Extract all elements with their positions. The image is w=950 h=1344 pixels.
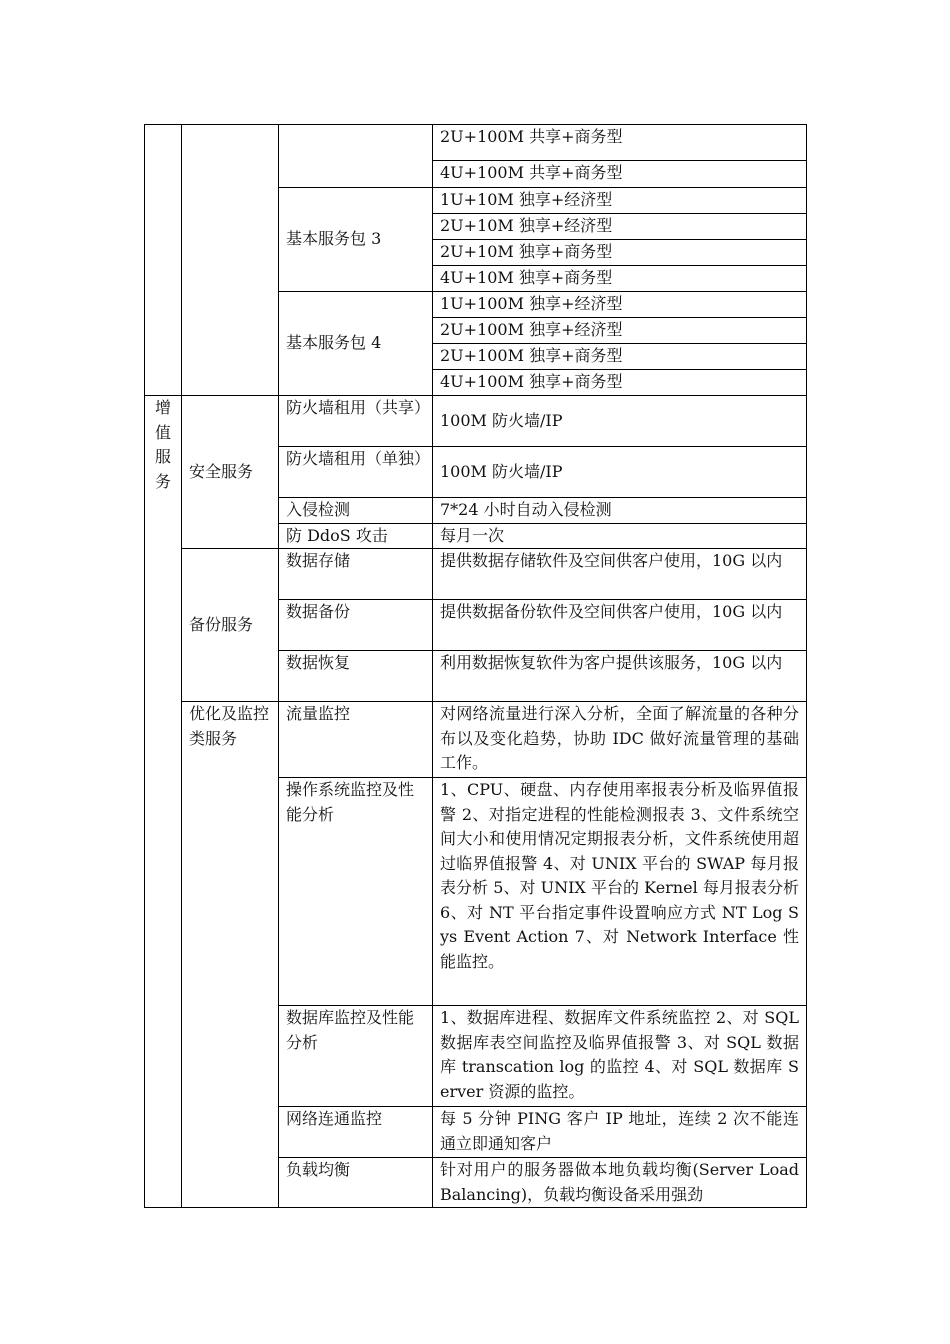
service-desc: 每 5 分钟 PING 客户 IP 地址，连续 2 次不能连通立即通知客户 (433, 1107, 807, 1158)
subcategory-security: 安全服务 (182, 396, 279, 549)
service-desc: 提供数据备份软件及空间供客户使用，10G 以内 (433, 600, 807, 651)
service-desc: 7*24 小时自动入侵检测 (433, 498, 807, 524)
service-item: 防火墙租用（单独） (279, 447, 433, 498)
package-item: 4U+100M 独享+商务型 (433, 370, 807, 396)
service-item: 数据恢复 (279, 651, 433, 702)
service-item: 流量监控 (279, 702, 433, 778)
service-item: 防火墙租用（共享） (279, 396, 433, 447)
category-value-added (145, 396, 182, 1208)
service-table (144, 124, 807, 1208)
package-item: 2U+10M 独享+经济型 (433, 214, 807, 240)
package-item: 4U+10M 独享+商务型 (433, 266, 807, 292)
service-desc: 针对用户的服务器做本地负载均衡(Server Load Balancing)，负载均衡设备采用强劲 (433, 1158, 807, 1208)
service-item: 防 DdoS 攻击 (279, 523, 433, 549)
package-item: 2U+100M 共享+商务型 (433, 125, 807, 161)
package-item: 1U+10M 独享+经济型 (433, 188, 807, 214)
package-item: 1U+100M 独享+经济型 (433, 292, 807, 318)
subcategory-cell-empty (182, 125, 279, 396)
service-item: 数据备份 (279, 600, 433, 651)
service-desc: 对网络流量进行深入分析，全面了解流量的各种分布以及变化趋势，协助 IDC 做好流量管理的基础工作。 (433, 702, 807, 778)
package-item: 2U+100M 独享+商务型 (433, 344, 807, 370)
subcategory-monitoring: 优化及监控类服务 (182, 702, 279, 1208)
service-desc: 利用数据恢复软件为客户提供该服务，10G 以内 (433, 651, 807, 702)
service-item: 网络连通监控 (279, 1107, 433, 1158)
service-desc: 提供数据存储软件及空间供客户使用，10G 以内 (433, 549, 807, 600)
service-desc: 每月一次 (433, 523, 807, 549)
category-cell-empty (145, 125, 182, 396)
package-name: 基本服务包 4 (279, 292, 433, 396)
service-desc: 100M 防火墙/IP (433, 447, 807, 498)
service-item: 操作系统监控及性能分析 (279, 778, 433, 1006)
category-label: 增值服务 (155, 398, 172, 491)
service-item: 负载均衡 (279, 1158, 433, 1208)
service-item: 入侵检测 (279, 498, 433, 524)
package-item: 2U+100M 独享+经济型 (433, 318, 807, 344)
package-name: 基本服务包 3 (279, 188, 433, 292)
service-item: 数据库监控及性能分析 (279, 1006, 433, 1107)
service-desc: 100M 防火墙/IP (433, 396, 807, 447)
service-desc: 1、CPU、硬盘、内存使用率报表分析及临界值报警 2、对指定进程的性能检测报表 3、文件系统空间大小和使用情况定期报表分析，文件系统使用超过临界值报警 4、对 UNIX 平台的 SWAP 每月报表分析 5、对 UNIX 平台的 Kernel 每月报表分析 6、对 NT 平台指定事件设置响应方式 NT Log Sys Event Action 7、对 Network Interface 性能监控。 (433, 778, 807, 1006)
package-item: 4U+100M 共享+商务型 (433, 161, 807, 188)
service-item: 数据存储 (279, 549, 433, 600)
service-desc: 1、数据库进程、数据库文件系统监控 2、对 SQL 数据库表空间监控及临界值报警 3、对 SQL 数据库 transcation log 的监控 4、对 SQL 数据库 Server 资源的监控。 (433, 1006, 807, 1107)
package-item: 2U+10M 独享+商务型 (433, 240, 807, 266)
package-name (279, 125, 433, 188)
subcategory-backup: 备份服务 (182, 549, 279, 702)
